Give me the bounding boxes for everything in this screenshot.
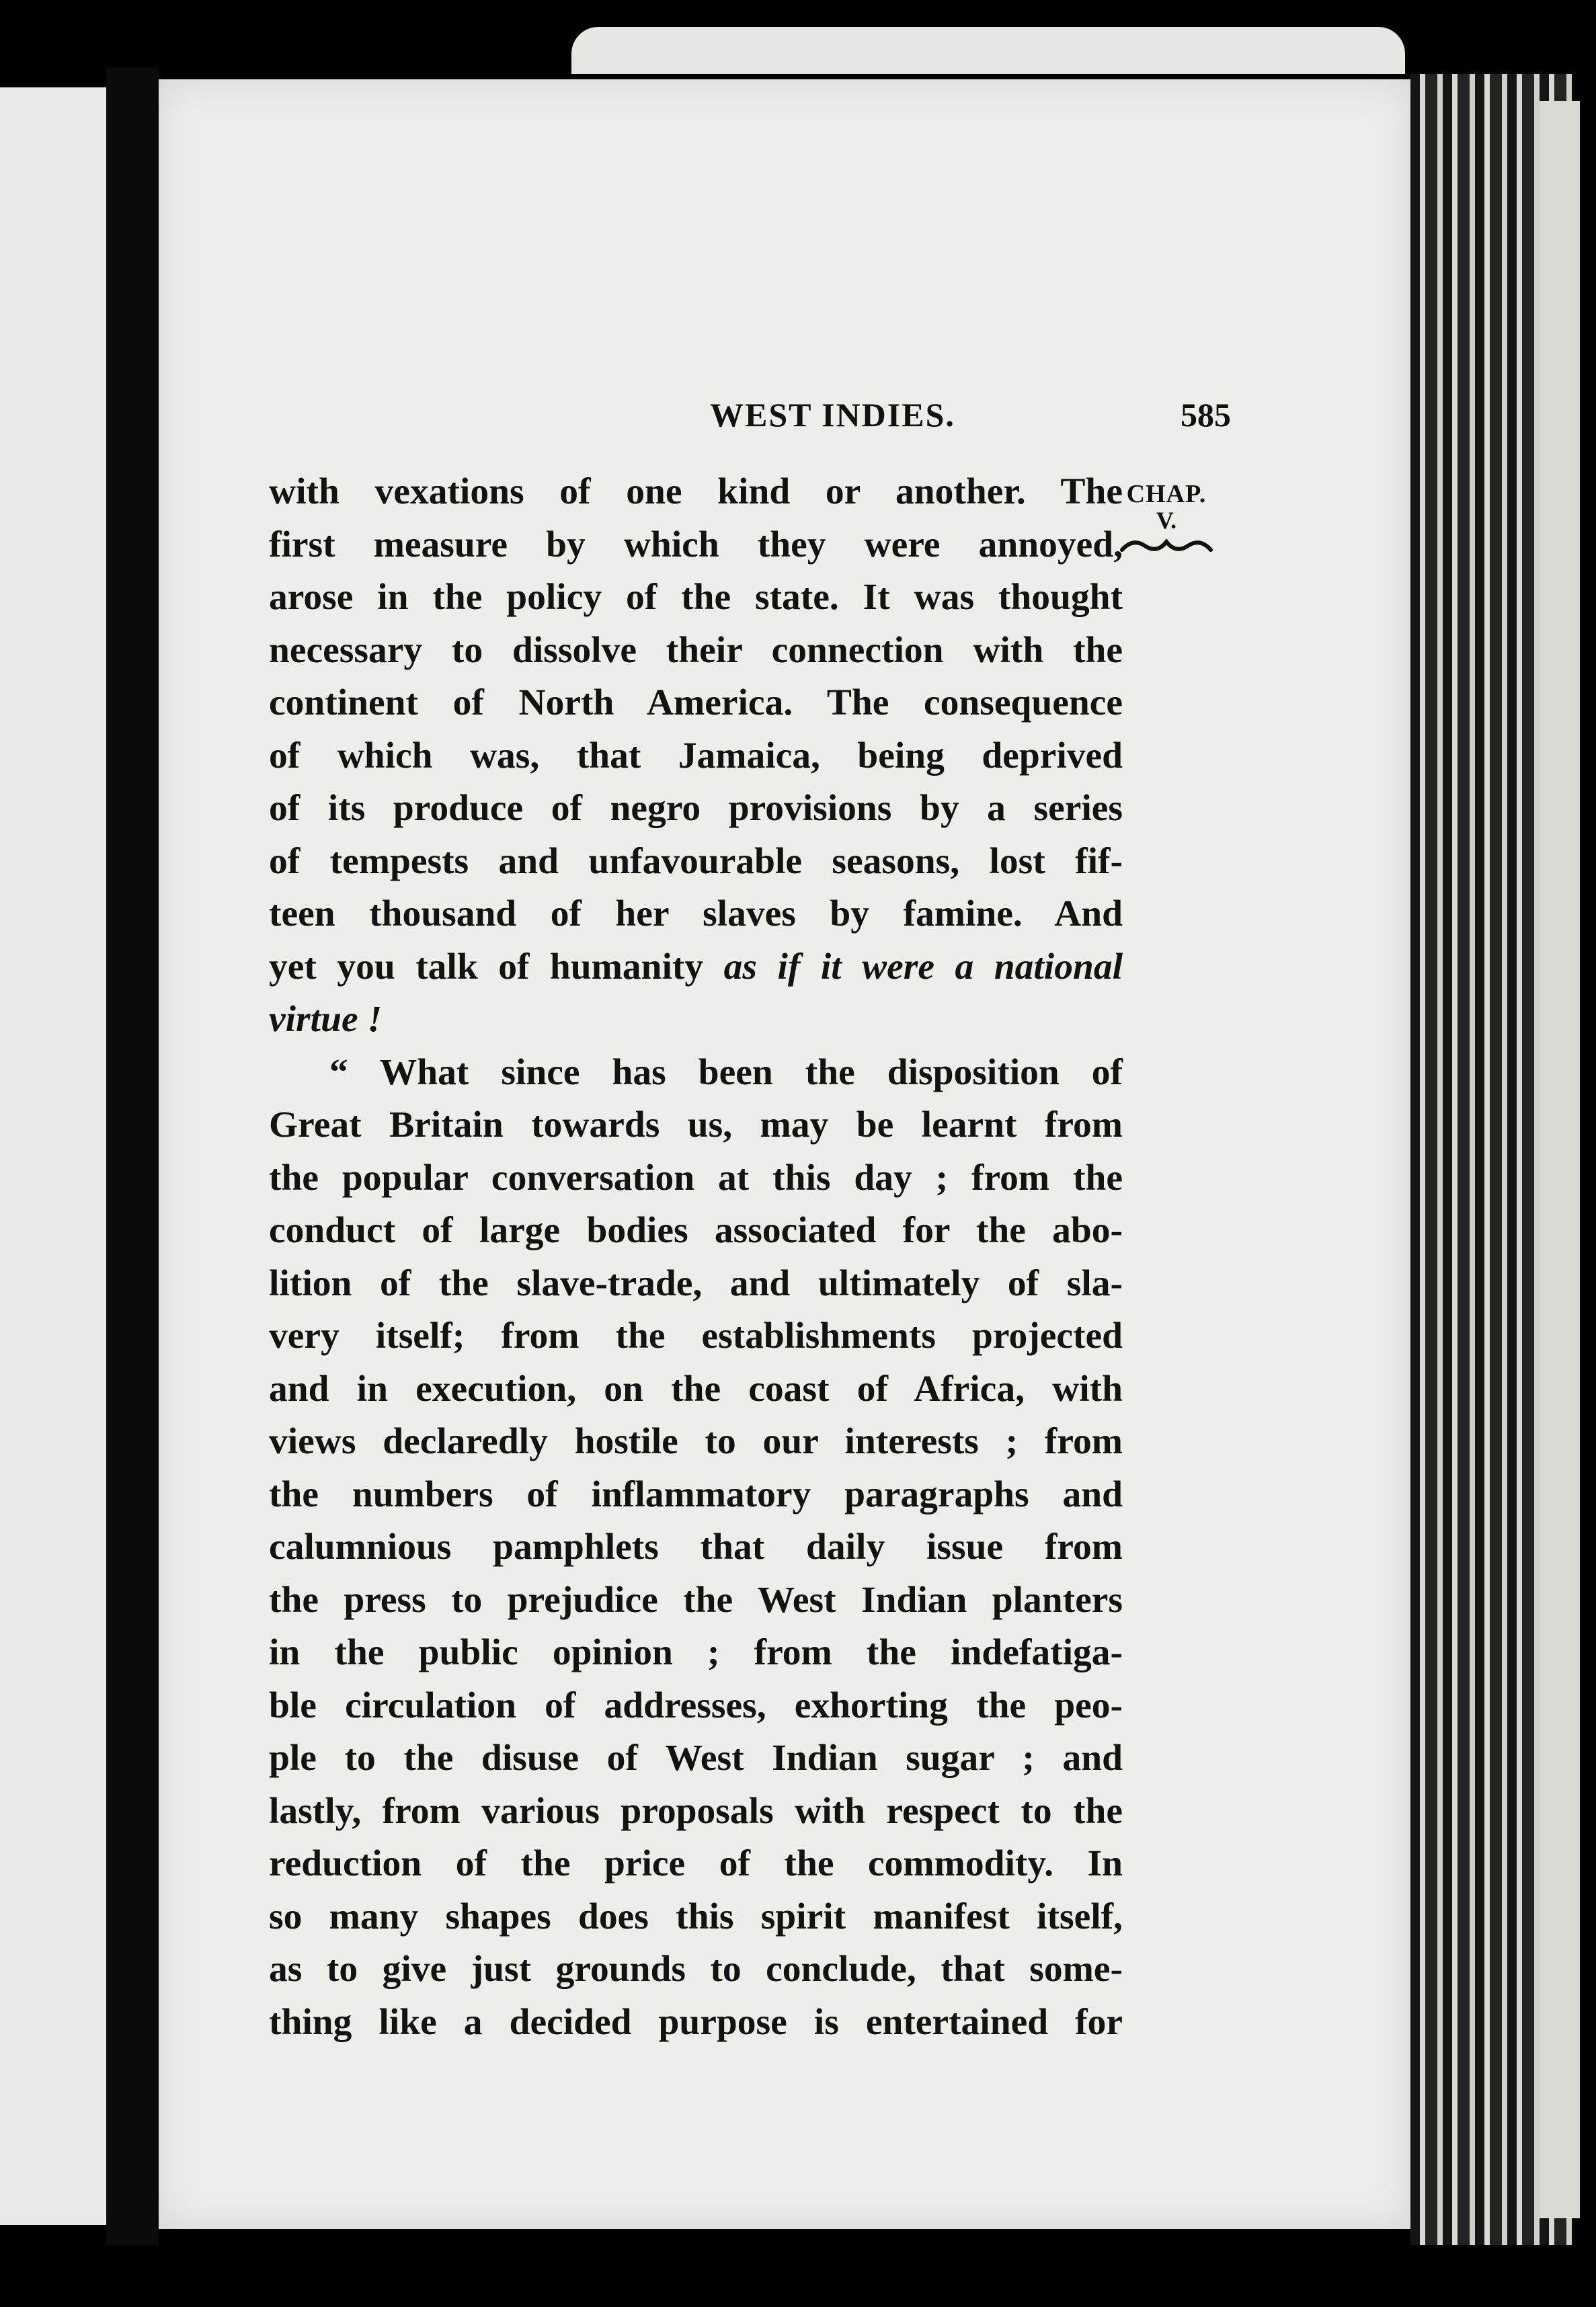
text-line: of its produce of negro provisions by a series xyxy=(269,788,1123,829)
text-line: ble circulation of addresses, exhorting the peo- xyxy=(269,1685,1123,1726)
text-line: calumnious pamphlets that daily issue from xyxy=(269,1527,1123,1568)
page-body-text xyxy=(269,466,1123,2049)
roman-text: yet you talk of humanity xyxy=(269,946,724,987)
text-line: teen thousand of her slaves by famine. And xyxy=(269,893,1123,934)
text-line: lastly, from various proposals with respect to the xyxy=(269,1790,1123,1832)
text-line: the popular conversation at this day ; from the xyxy=(269,1157,1123,1199)
text-line: arose in the policy of the state. It was thought xyxy=(269,577,1123,618)
text-line: first measure by which they were annoyed, xyxy=(269,524,1123,565)
book-page xyxy=(159,79,1410,2229)
text-line: Great Britain towards us, may be learnt from xyxy=(269,1104,1123,1145)
brace-flourish-icon xyxy=(1119,535,1213,555)
book-gutter xyxy=(106,67,159,2245)
text-line: with vexations of one kind or another. The xyxy=(269,471,1123,512)
text-line: in the public opinion ; from the indefatiga- xyxy=(269,1632,1123,1673)
text-line: continent of North America. The consequence xyxy=(269,682,1123,723)
page-top-curl xyxy=(571,27,1405,74)
chapter-number: V. xyxy=(1156,507,1177,534)
text-line: “ What since has been the disposition of xyxy=(329,1051,1123,1093)
text-line: the press to prejudice the West Indian planters xyxy=(269,1579,1123,1621)
paragraph-1 xyxy=(269,466,1123,1047)
italic-text: as if it were a national xyxy=(723,946,1123,987)
text-line: the numbers of inflammatory paragraphs and xyxy=(269,1473,1123,1515)
text-line: conduct of large bodies associated for the abo- xyxy=(269,1210,1123,1251)
text-line: so many shapes does this spirit manifest itself, xyxy=(269,1896,1123,1937)
text-line: very itself; from the establishments projected xyxy=(269,1316,1123,1357)
running-head xyxy=(159,395,1410,442)
text-line: views declaredly hostile to our interests ; from xyxy=(269,1421,1123,1462)
running-head-title: WEST INDIES. xyxy=(710,396,955,434)
page-number: 585 xyxy=(1181,396,1231,434)
text-line: reduction of the price of the commodity. In xyxy=(269,1843,1123,1884)
page-edges-outer xyxy=(1540,101,1580,2218)
paragraph-2 xyxy=(269,1047,1123,2050)
text-line-italic: virtue ! xyxy=(269,999,383,1040)
text-line: thing like a decided purpose is entertained for xyxy=(269,2001,1123,2043)
text-line: lition of the slave-trade, and ultimately of sla- xyxy=(269,1262,1123,1304)
text-line: ple to the disuse of West Indian sugar ; and xyxy=(269,1738,1123,1779)
text-line: of which was, that Jamaica, being deprived xyxy=(269,735,1123,776)
chapter-margin-note xyxy=(1116,480,1217,555)
adjacent-left-page xyxy=(0,87,106,2225)
chapter-label: CHAP. xyxy=(1126,480,1207,508)
text-line-mixed xyxy=(269,941,1123,994)
text-line: necessary to dissolve their connection with the xyxy=(269,629,1123,671)
text-line: as to give just grounds to conclude, that some- xyxy=(269,1949,1123,1990)
text-line: and in execution, on the coast of Africa, with xyxy=(269,1368,1123,1410)
text-line: of tempests and unfavourable seasons, lost fif- xyxy=(269,840,1123,882)
